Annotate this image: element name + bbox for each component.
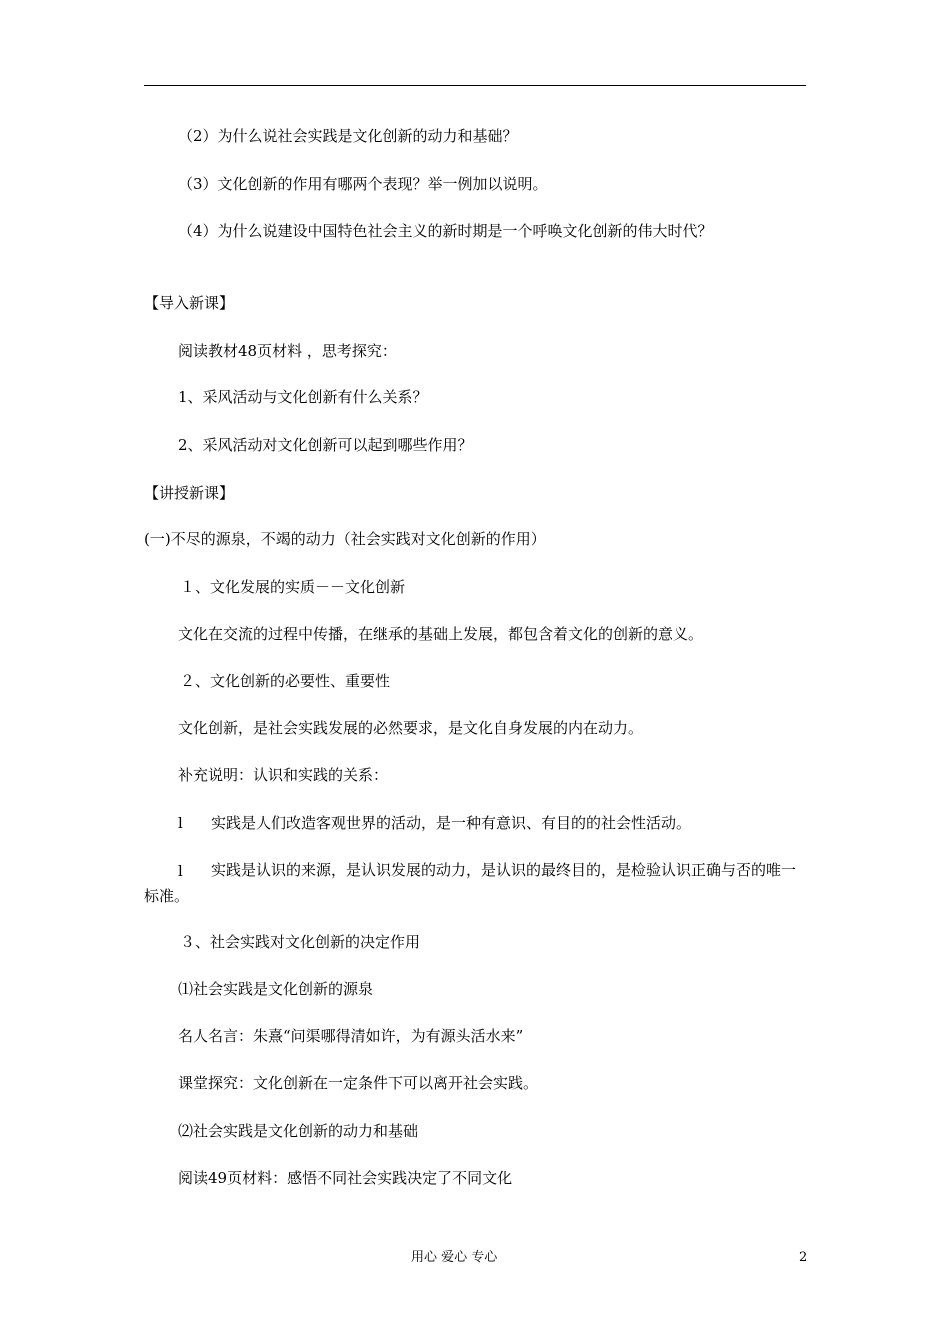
item-3-title: ３、社会实践对文化创新的决定作用 [180,933,421,951]
question-4: （4）为什么说建设中国特色社会主义的新时期是一个呼唤文化创新的伟大时代？ [178,222,713,240]
bullet-1-text: 实践是人们改造客观世界的活动，是一种有意识、有目的的社会性活动。 [211,814,692,832]
item-1-text: 文化在交流的过程中传播，在继承的基础上发展，都包含着文化的创新的意义。 [178,625,704,643]
bullet-1-marker: l [178,814,183,832]
subpoint-2: ⑵社会实践是文化创新的动力和基础 [178,1122,419,1140]
footer-motto: 用心 爱心 专心 [411,1250,498,1265]
item-1-title: １、文化发展的实质－－文化创新 [180,578,406,596]
bullet-2-marker: l [178,862,183,880]
item-2-text: 文化创新，是社会实践发展的必然要求，是文化自身发展的内在动力。 [178,719,644,737]
intro-line-2: 2、采风活动对文化创新可以起到哪些作用？ [178,436,473,454]
subpoint-1: ⑴社会实践是文化创新的源泉 [178,980,374,998]
header-rule [144,85,806,86]
lecture-heading: 【讲授新课】 [144,484,235,502]
class-exploration: 课堂探究：文化创新在一定条件下可以离开社会实践。 [178,1074,539,1092]
item-2-title: ２、文化创新的必要性、重要性 [180,672,391,690]
page-number: 2 [799,1250,808,1265]
supplement-note: 补充说明：认识和实践的关系： [178,766,389,784]
intro-heading: 【导入新课】 [144,294,235,312]
intro-line-1: 1、采风活动与文化创新有什么关系？ [178,388,428,406]
bullet-2-text: 实践是认识的来源，是认识发展的动力，是认识的最终目的，是检验认识正确与否的唯一标准。 [144,861,797,905]
question-3: （3）文化创新的作用有哪两个表现？举一例加以说明。 [178,175,548,193]
intro-line-reading: 阅读教材48页材料 ，思考探究： [178,342,397,360]
famous-quote: 名人名言：朱熹“问渠哪得清如许，为有源头活水来” [178,1027,524,1045]
reading-material: 阅读49页材料：感悟不同社会实践决定了不同文化 [178,1169,513,1187]
question-2: （2）为什么说社会实践是文化创新的动力和基础？ [178,127,518,145]
section-1-title: (一)不尽的源泉，不竭的动力（社会实践对文化创新的作用） [144,530,546,548]
